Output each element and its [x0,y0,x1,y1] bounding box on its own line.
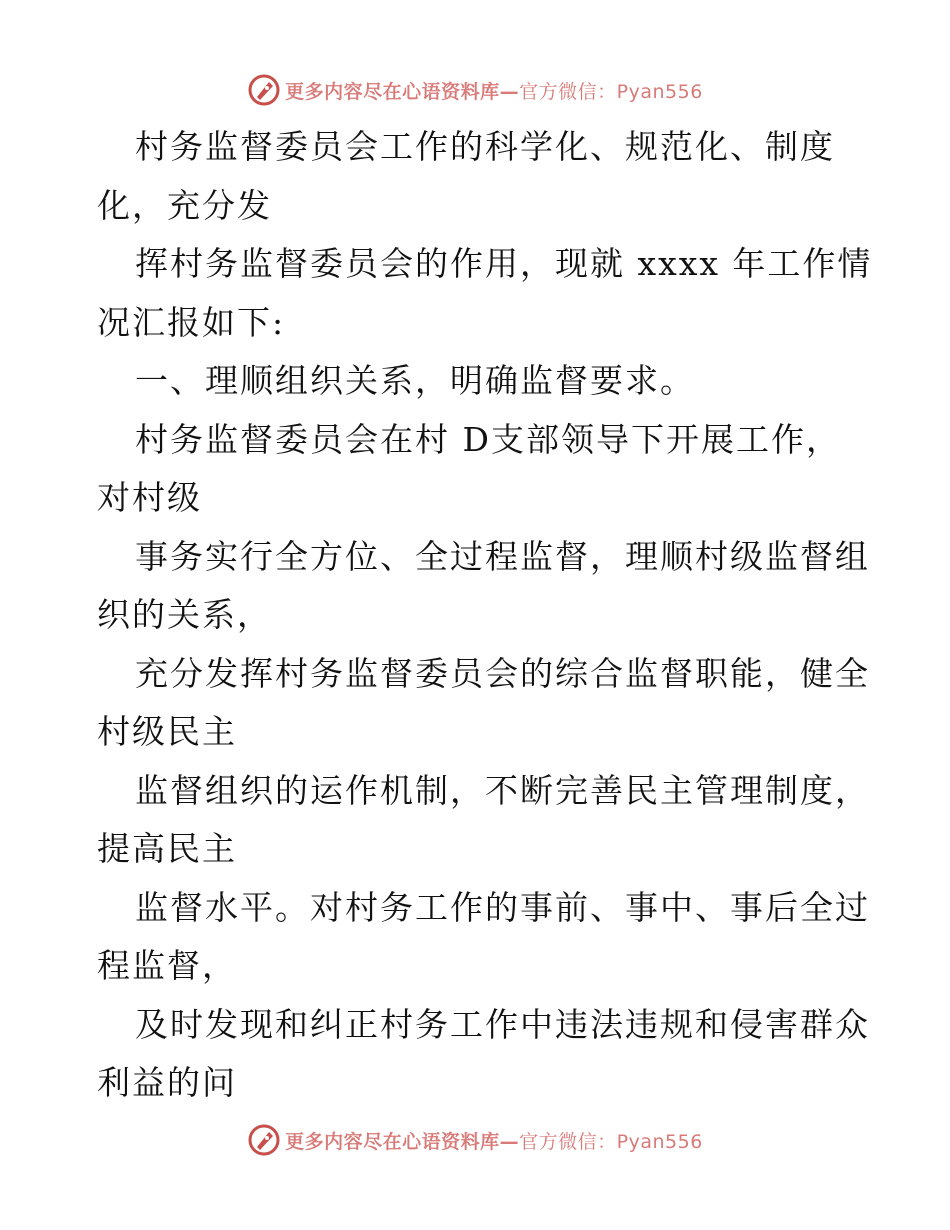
paragraph-line: 监督水平。对村务工作的事前、事中、事后全过 [135,887,870,927]
paragraph-line: 监督组织的运作机制，不断完善民主管理制度， [135,770,870,810]
banner-text [285,77,703,104]
paragraph-line: 提高民主 [97,829,237,868]
banner-main-text: 更多内容尽在心语资料库 [285,80,500,103]
header-watermark-banner [0,70,950,110]
banner-contact-text: 官方微信：Pyan556 [519,80,703,103]
paragraph-line: 村务监督委员会在村 D支部领导下开展工作， [135,419,841,459]
paragraph-line: 及时发现和纠正村务工作中违法违规和侵害群众 [135,1004,870,1044]
paragraph-line: 村级民主 [97,712,237,751]
document-body [97,118,873,1113]
footer-watermark-banner [0,1120,950,1160]
paragraph-line: 利益的问 [97,1063,237,1102]
paragraph-line: 程监督， [97,946,237,985]
banner-text [285,1127,703,1154]
paragraph-line: 化，充分发 [97,185,272,225]
paragraph-line: 挥村务监督委员会的作用，现就 xxxx 年工作情 [135,244,873,283]
paragraph-line: 村务监督委员会工作的科学化、规范化、制度 [135,127,835,166]
paragraph-line: 对村级 [97,478,202,517]
pen-nib-logo-icon [247,1123,281,1157]
banner-main-text: 更多内容尽在心语资料库 [285,1130,500,1153]
paragraph-line: 况汇报如下: [97,302,286,342]
banner-dash: — [499,1130,520,1153]
paragraph-line: 一、理顺组织关系，明确监督要求。 [135,361,695,400]
banner-dash: — [499,80,520,103]
paragraph-line: 事务实行全方位、全过程监督，理顺村级监督组 [135,536,870,576]
paragraph-line: 充分发挥村务监督委员会的综合监督职能，健全 [135,653,870,693]
pen-nib-logo-icon [247,73,281,107]
banner-contact-text: 官方微信：Pyan556 [519,1130,703,1153]
paragraph-line: 织的关系， [97,595,272,634]
